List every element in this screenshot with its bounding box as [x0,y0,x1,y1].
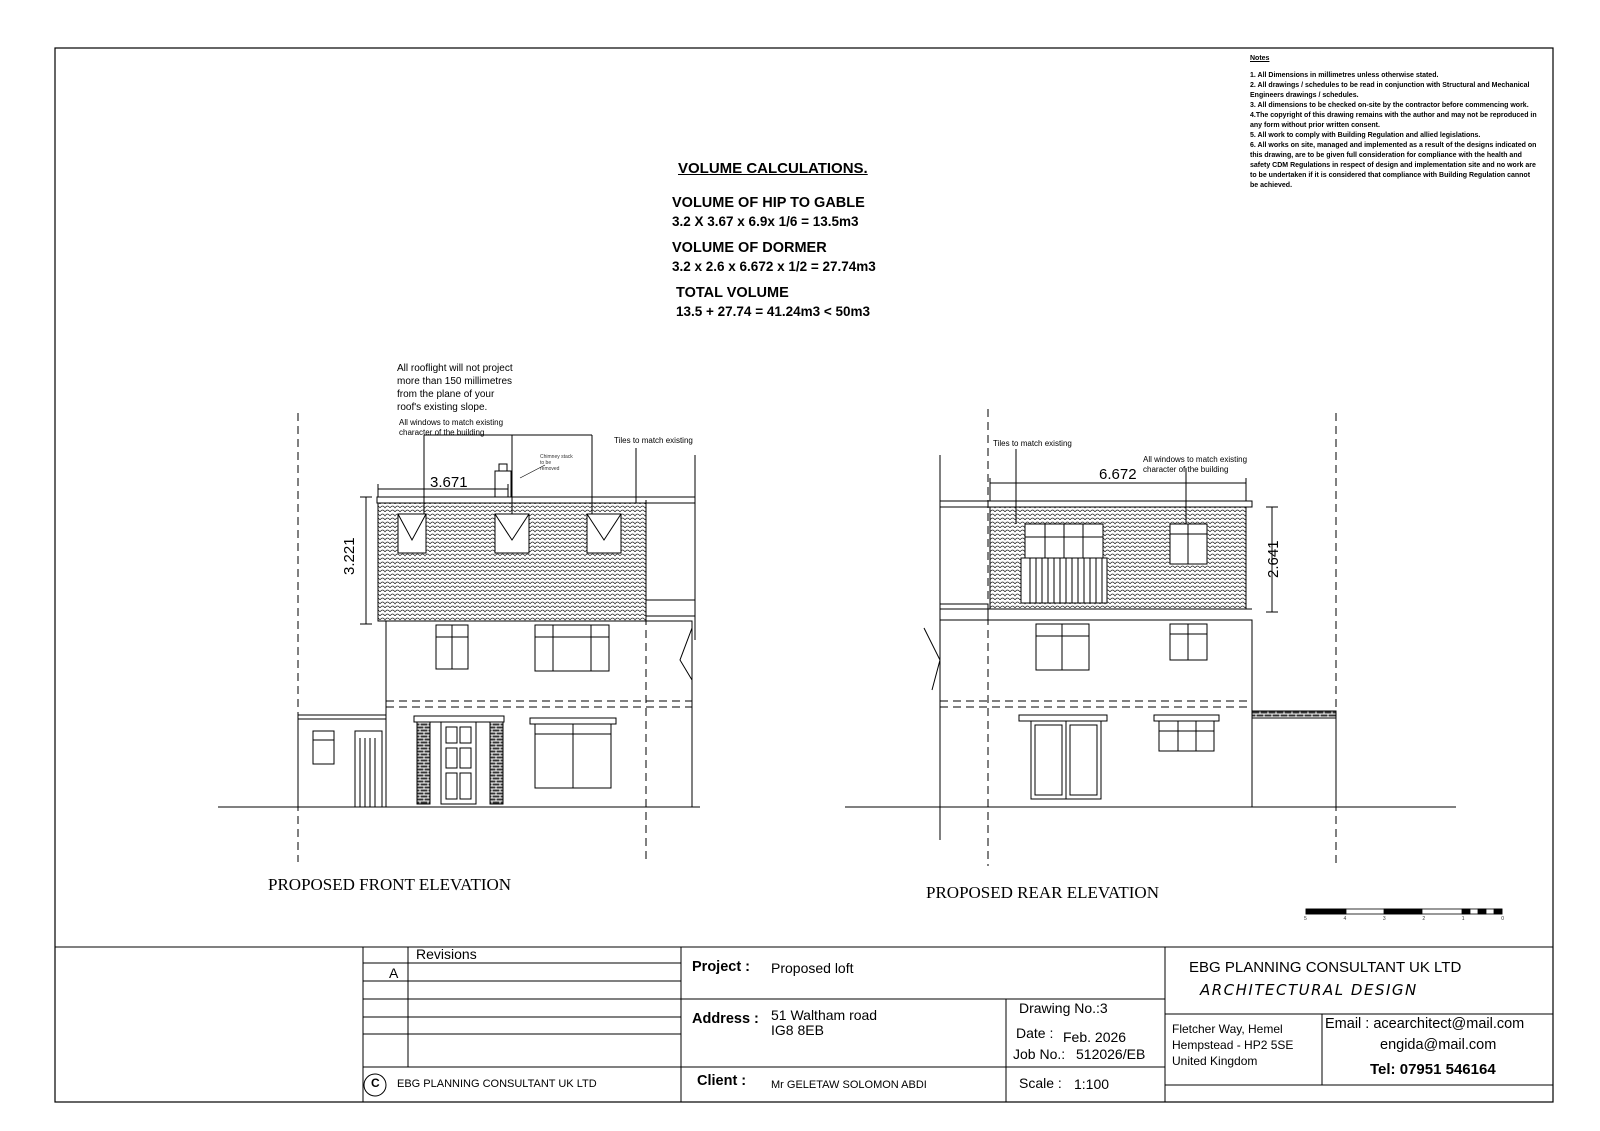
front-garage [298,715,386,807]
rear-house-body [940,620,1252,807]
email-line-1 [1325,1016,1524,1032]
front-window-ff-2 [535,625,609,671]
drawing-no: Drawing No.:3 [1019,1000,1108,1016]
note-item-2: 2. All drawings / schedules to be read in conjunction with Structural and Mechanical Engineers drawings / schedules. [1250,82,1530,99]
front-rooflight-1 [398,514,426,553]
front-neighbour-edge [680,628,692,680]
address-label: Address : [692,1011,759,1027]
volume-hip-formula: 3.2 X 3.67 x 6.9x 1/6 = 13.5m3 [672,214,859,229]
rear-windows-note: All windows to match existing character of the building [1143,455,1248,474]
tel-label: Tel: [1370,1061,1396,1078]
rear-dormer-window-2 [1170,524,1207,564]
front-windows-note: All windows to match existing character of the building [399,418,504,437]
project-value: Proposed loft [771,960,854,976]
rear-neighbour-edge [924,628,940,690]
email-1[interactable]: acearchitect@mail.com [1373,1016,1525,1032]
telephone [1370,1061,1496,1078]
notes-title: Notes [1250,55,1270,62]
rear-dim-width: 6.672 [1099,466,1137,483]
scale-label: Scale : [1019,1075,1062,1091]
rear-dim-height: 2.641 [1265,540,1282,578]
rear-elevation-title: PROPOSED REAR ELEVATION [926,883,1159,902]
front-roof-fascia [377,497,695,503]
copyright-text: EBG PLANNING CONSULTANT UK LTD [397,1078,597,1090]
rear-window-ff-1 [1036,624,1089,670]
volume-dormer-heading: VOLUME OF DORMER [672,240,827,256]
front-neighbour-roof [646,600,695,616]
date-label: Date : [1016,1025,1054,1041]
note-item-6: 6. All works on site, managed and implemented as a result of the designs indicated on this drawing, are to be given full consideration for compliance with the health and safety CDM Regulations in respect of design and implementation site and no work are to be undertaken if it is considered that compliance with Building Regulation cannot be achieved. [1250,142,1537,189]
volume-dormer-formula: 3.2 x 2.6 x 6.672 x 1/2 = 27.74m3 [672,259,876,274]
project-label: Project : [692,959,751,975]
front-rooflight-2 [495,514,529,553]
revisions-label: Revisions [416,946,477,962]
company-address-1: Fletcher Way, Hemel [1172,1022,1283,1036]
job-value: 512026/EB [1076,1046,1146,1062]
client-value: Mr GELETAW SOLOMON ABDI [771,1079,927,1091]
address-line-1: 51 Waltham road [771,1007,878,1023]
date-value: Feb. 2026 [1063,1029,1127,1045]
scale-bar-ticks: 5 4 3 2 1 0 [1304,916,1504,922]
front-chimney-note: Chimney stack to be removed [540,454,573,472]
company-subtitle: ARCHITECTURAL DESIGN [1200,981,1418,999]
email-2[interactable]: engida@mail.com [1380,1037,1497,1053]
rear-window-gf [1154,715,1219,751]
front-tiles-note: Tiles to match existing [614,436,693,445]
email-label: Email : [1325,1016,1370,1032]
note-item-5: 5. All work to comply with Building Regulation and allied legislations. [1250,132,1481,139]
front-brick-pier-right [490,722,503,804]
front-garage-window [313,731,334,764]
rear-garage [1252,711,1336,807]
note-item-3: 3. All dimensions to be checked on-site by the contractor before commencing work. [1250,102,1529,109]
front-door [441,722,476,804]
company-address [1172,1021,1293,1069]
front-chimney [495,471,511,497]
front-rooflight-note: All rooflight will not project more than 150 millimetres from the plane of your roof's existing slope. [397,363,513,413]
volume-total-formula: 13.5 + 27.74 = 41.24m3 < 50m3 [676,304,871,319]
rear-patio-doors [1019,715,1107,799]
front-brick-pier-left [417,722,430,804]
client-label: Client : [697,1073,747,1089]
scale-bar [1306,909,1502,914]
front-window-gf [530,718,616,788]
front-rooflight-3 [587,514,621,553]
rear-window-ff-2 [1170,624,1207,660]
volume-hip-heading: VOLUME OF HIP TO GABLE [672,195,865,211]
rear-tiles-note: Tiles to match existing [993,439,1072,448]
address-value [771,1008,877,1038]
rear-juliet-balcony [1021,558,1107,603]
copyright-symbol: C [371,1076,380,1090]
note-item-1: 1. All Dimensions in millimetres unless otherwise stated. [1250,72,1439,79]
revision-a: A [389,965,399,981]
note-item-4: 4.The copyright of this drawing remains with the author and may not be reproduced in any form without prior written consent. [1250,112,1537,129]
volume-title: VOLUME CALCULATIONS. [678,160,868,177]
rear-elevation [845,409,1456,866]
front-porch-canopy [414,716,504,722]
notes-block [1250,54,1540,191]
front-dim-width: 3.671 [430,474,468,491]
address-line-2: IG8 8EB [771,1022,824,1038]
company-address-2: Hempstead - HP2 5SE [1172,1038,1294,1052]
job-label: Job No.: [1013,1046,1066,1062]
rear-roof-fascia [940,501,1252,507]
company-name: EBG PLANNING CONSULTANT UK LTD [1189,959,1462,976]
rear-neighbour-roof [940,604,988,620]
front-garage-door [355,731,382,807]
volume-total-heading: TOTAL VOLUME [676,285,789,301]
tel-value: 07951 546164 [1399,1061,1496,1078]
scale-value: 1:100 [1074,1076,1110,1092]
front-elevation-title: PROPOSED FRONT ELEVATION [268,875,512,894]
front-dim-height: 3.221 [341,537,358,575]
front-window-ff-1 [436,625,468,669]
company-address-3: United Kingdom [1172,1054,1258,1068]
